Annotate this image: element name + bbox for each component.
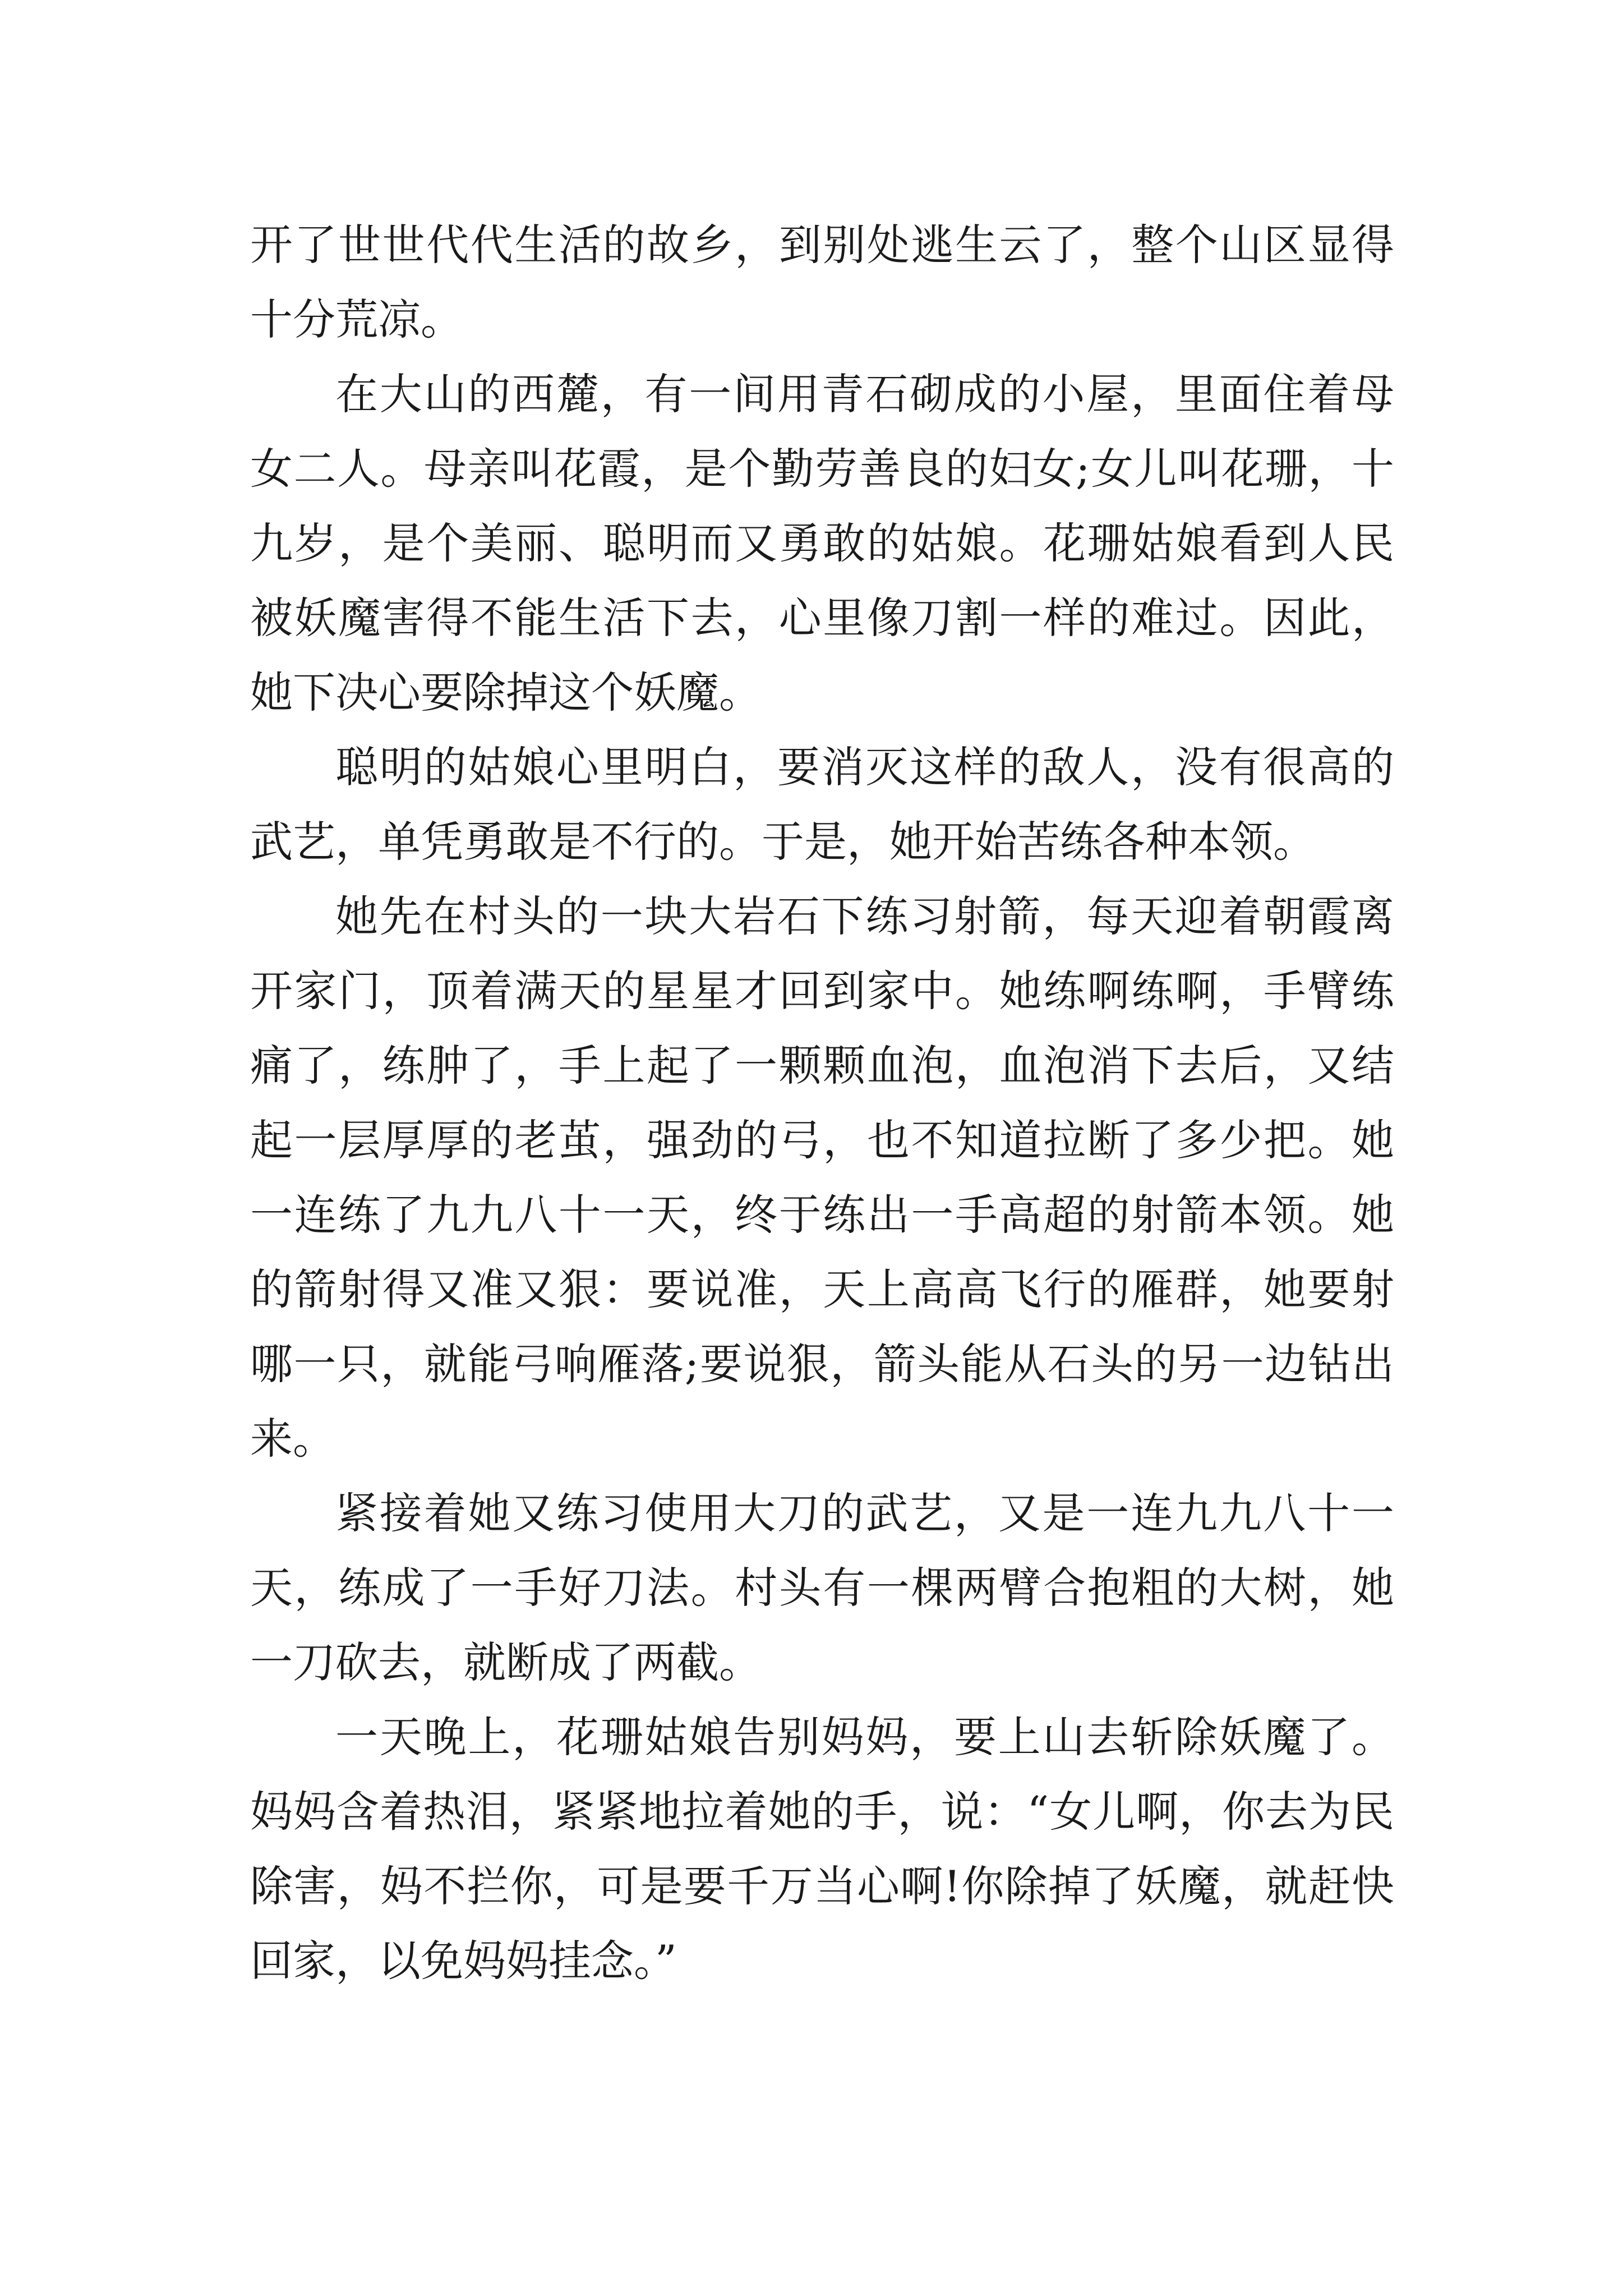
paragraph-5: 紧接着她又练习使用大刀的武艺，又是一连九九八十一天，练成了一手好刀法。村头有一棵两臂合抱粗的大树，她一刀砍去，就断成了两截。 xyxy=(250,1488,1394,1687)
paragraph-1: 开了世世代代生活的故乡，到别处逃生云了，整个山区显得十分荒凉。 xyxy=(250,220,1394,344)
paragraph-4: 她先在村头的一块大岩石下练习射箭，每天迎着朝霞离开家门，顶着满天的星星才回到家中。她练啊练啊，手臂练痛了，练肿了，手上起了一颗颗血泡，血泡消下去后，又结起一层厚厚的老茧，强劲的弓，也不知道拉断了多少把。她一连练了九九八十一天，终于练出一手高超的射箭本领。她的箭射得又准又狠：要说准，天上高高飞行的雁群，她要射哪一只，就能弓响雁落;要说狠，箭头能从石头的另一边钻出来。 xyxy=(250,891,1394,1464)
paragraph-6: 一天晚上，花珊姑娘告别妈妈，要上山去斩除妖魔了。妈妈含着热泪，紧紧地拉着她的手，说：“女儿啊，你去为民除害，妈不拦你，可是要千万当心啊!你除掉了妖魔，就赶快回家，以免妈妈挂念。” xyxy=(250,1712,1394,1986)
body-text xyxy=(250,208,1394,1998)
paragraph-2: 在大山的西麓，有一间用青石砌成的小屋，里面住着母女二人。母亲叫花霞，是个勤劳善良的妇女;女儿叫花珊，十九岁，是个美丽、聪明而又勇敢的姑娘。花珊姑娘看到人民被妖魔害得不能生活下去，心里像刀割一样的难过。因此，她下决心要除掉这个妖魔。 xyxy=(250,369,1394,717)
paragraph-3: 聪明的姑娘心里明白，要消灭这样的敌人，没有很高的武艺，单凭勇敢是不行的。于是，她开始苦练各种本领。 xyxy=(250,742,1394,867)
